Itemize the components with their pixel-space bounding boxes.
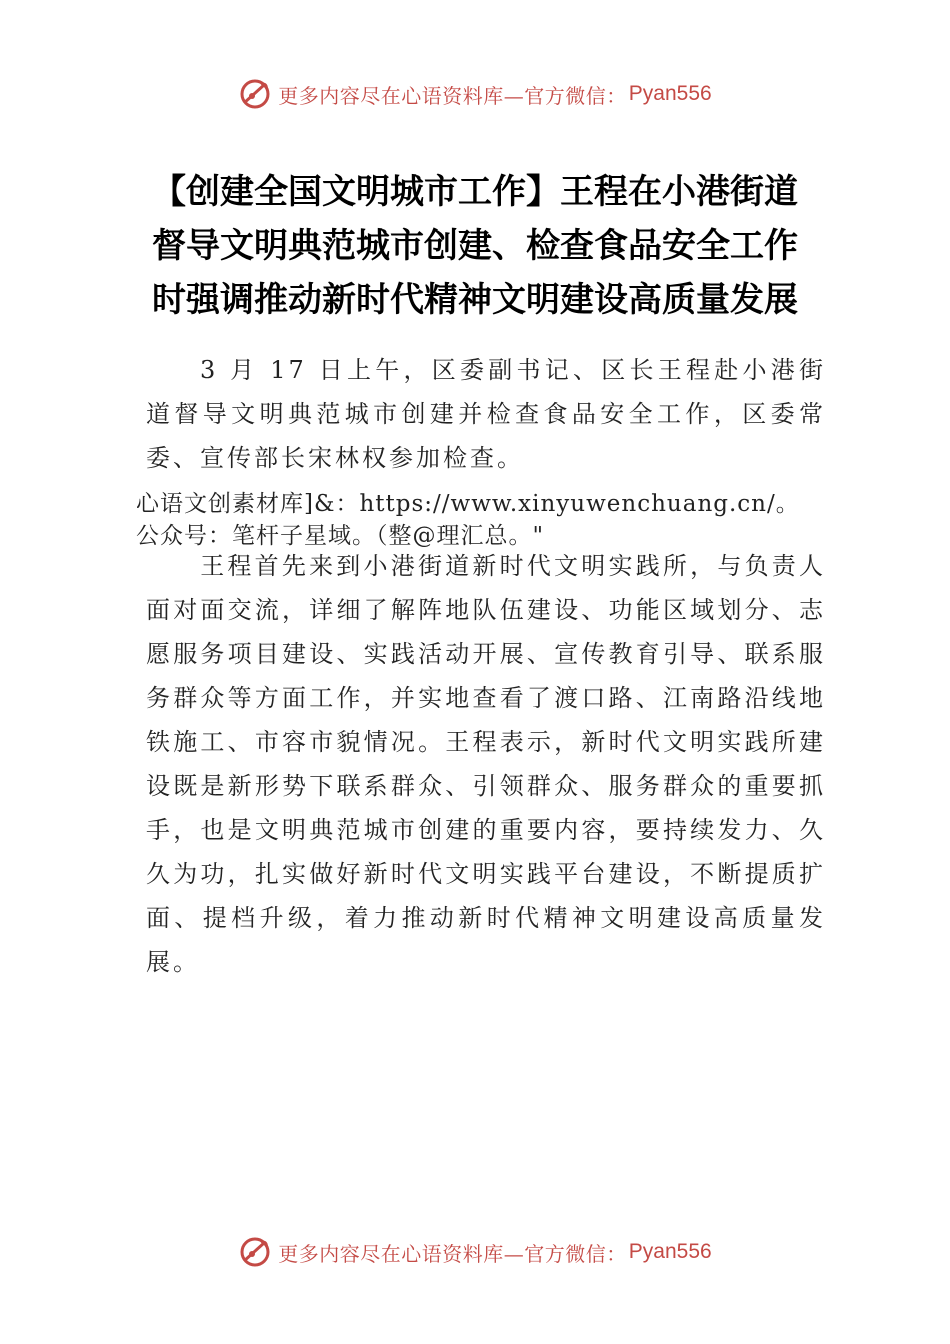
- paragraph-2: [146, 544, 826, 984]
- paragraph-2-text: 王程首先来到小港街道新时代文明实践所，与负责人面对面交流，详细了解阵地队伍建设、功能区域划分、志愿服务项目建设、实践活动开展、宣传教育引导、联系服务群众等方面工作，并实地查看了渡口路、江南路沿线地铁施工、市容市貌情况。王程表示，新时代文明实践所建设既是新形势下联系群众、引领群众、服务群众的重要抓手，也是文明典范城市创建的重要内容，要持续发力、久久为功，扎实做好新时代文明实践平台建设，不断提质扩面、提档升级，着力推动新时代精神文明建设高质量发展。: [146, 552, 826, 976]
- footer-wechat-id: Pyan556: [628, 1240, 712, 1263]
- paragraph-1: [146, 348, 826, 480]
- brand-logo-icon: [238, 77, 272, 111]
- header-wechat-id: Pyan556: [628, 82, 712, 105]
- document-title: [130, 165, 820, 327]
- brand-logo-icon: [238, 1235, 272, 1269]
- title-line-1: 【创建全国文明城市工作】王程在小港街道: [152, 172, 798, 212]
- source-line-2: 公众号：笔杆子星域。（整@理汇总。": [136, 523, 545, 549]
- title-line-2: 督导文明典范城市创建、检查食品安全工作: [152, 226, 798, 266]
- source-note: [136, 488, 836, 552]
- footer-banner-text: 更多内容尽在心语资料库—官方微信：: [278, 1241, 627, 1266]
- header-banner: [0, 74, 950, 114]
- footer-banner: [0, 1232, 950, 1272]
- source-line-1: 心语文创素材库]&：https://www.xinyuwenchuang.cn/。: [136, 491, 800, 517]
- paragraph-1-text: 3 月 17 日上午，区委副书记、区长王程赴小港街道督导文明典范城市创建并检查食品安全工作，区委常委、宣传部长宋林权参加检查。: [146, 356, 826, 472]
- title-line-3: 时强调推动新时代精神文明建设高质量发展: [152, 280, 798, 320]
- header-banner-text: 更多内容尽在心语资料库—官方微信：: [278, 83, 627, 108]
